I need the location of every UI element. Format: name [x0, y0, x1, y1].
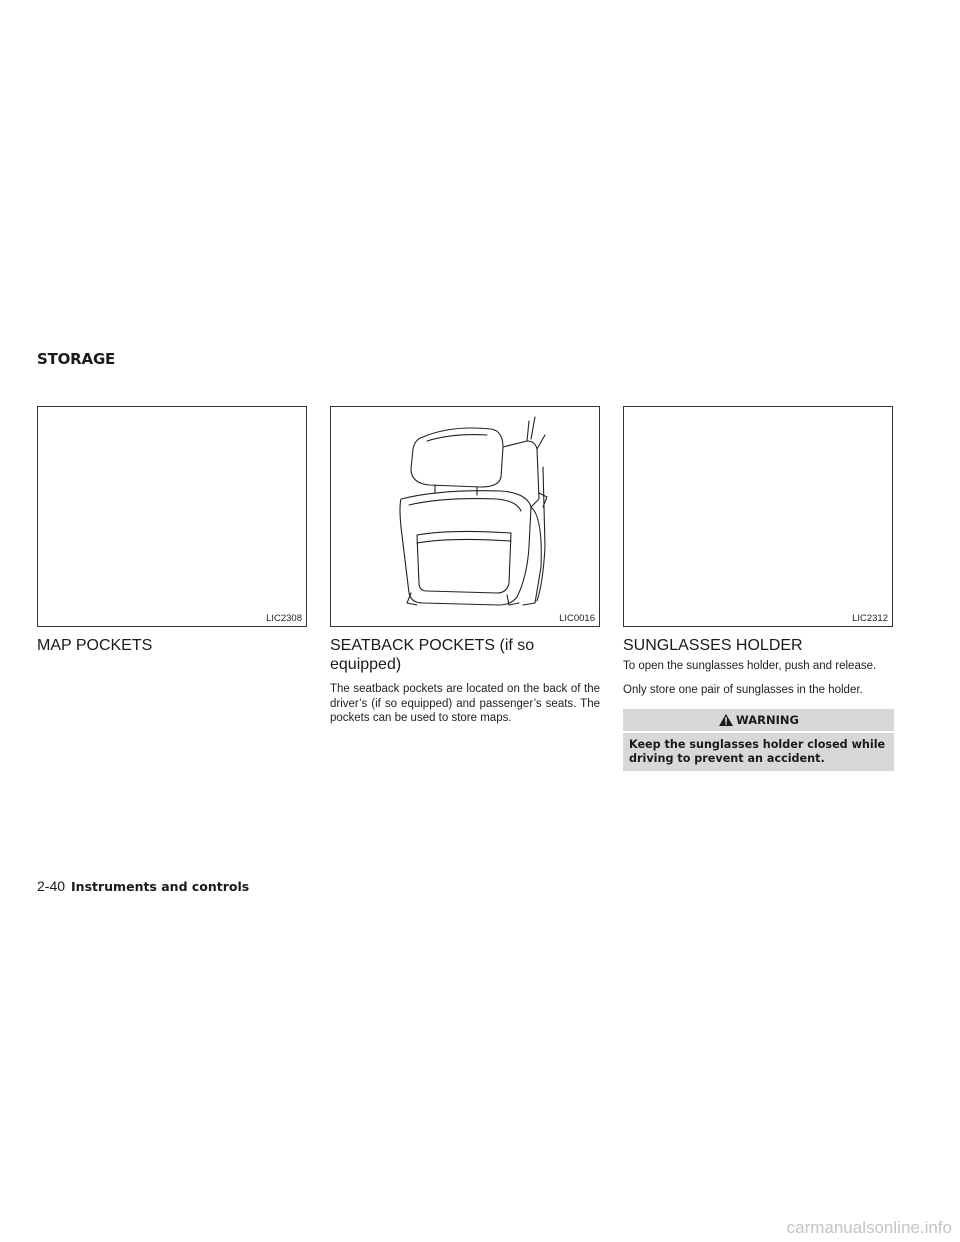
- sunglasses-paragraph-1: To open the sunglasses holder, push and release.: [623, 660, 877, 672]
- figure-code: LIC2308: [266, 613, 302, 624]
- warning-box: [623, 709, 894, 771]
- watermark: carmanualsonline.info: [786, 1218, 952, 1237]
- map-pockets-title: MAP POCKETS: [37, 637, 153, 654]
- page-number: 2-40: [37, 878, 66, 894]
- sunglasses-holder-title: SUNGLASSES HOLDER: [623, 637, 803, 654]
- seatback-pockets-body: The seatback pockets are located on the back of the driver’s (if so equipped) and passenger’s seats. The pockets can be used to store maps.: [330, 683, 600, 724]
- figure-code: LIC2312: [852, 613, 888, 624]
- seatback-illustration: [331, 407, 601, 628]
- seatback-pockets-title: SEATBACK POCKETS (if so equipped): [330, 637, 535, 673]
- warning-icon: [718, 713, 734, 727]
- sunglasses-holder-figure: [623, 406, 893, 627]
- page-footer: [37, 878, 249, 894]
- warning-text: Keep the sunglasses holder closed while driving to prevent an accident.: [623, 733, 894, 771]
- warning-header: [623, 709, 894, 731]
- warning-label: WARNING: [736, 713, 799, 727]
- sunglasses-paragraph-2: Only store one pair of sunglasses in the holder.: [623, 684, 863, 696]
- section-heading: STORAGE: [37, 350, 116, 368]
- seatback-pockets-figure: [330, 406, 600, 627]
- chapter-title: Instruments and controls: [71, 879, 250, 894]
- map-pockets-figure: [37, 406, 307, 627]
- figure-code: LIC0016: [559, 613, 595, 624]
